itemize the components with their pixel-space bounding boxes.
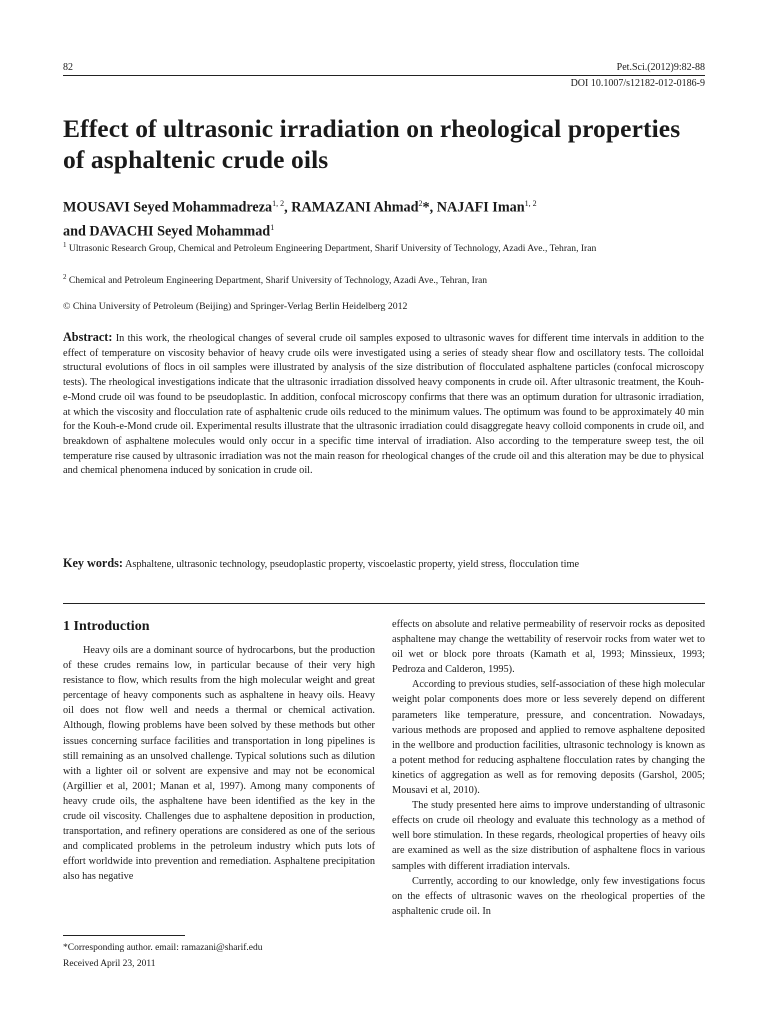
received-date: Received April 23, 2011 <box>63 959 156 969</box>
left-column <box>63 618 375 885</box>
page-number: 82 <box>63 62 73 73</box>
affiliation-text: Ultrasonic Research Group, Chemical and Petroleum Engineering Department, Sharif University of Technology, Azadi Ave., Tehran, Iran <box>68 243 597 255</box>
affiliation-1 <box>63 238 683 257</box>
author-name: MOUSAVI Seyed Mohammadreza <box>63 199 273 216</box>
copyright-notice: © China University of Petroleum (Beijing) and Springer-Verlag Berlin Heidelberg 2012 <box>63 301 408 312</box>
abstract <box>63 330 704 479</box>
author-name: DAVACHI Seyed Mohammad <box>89 223 271 240</box>
corresponding-author-note: *Corresponding author. email: ramazani@sharif.edu <box>63 943 263 953</box>
author-separator: , <box>284 199 292 216</box>
affiliation-text: Chemical and Petroleum Engineering Department, Sharif University of Technology, Azadi Ave., Tehran, Iran <box>68 275 488 287</box>
section-divider <box>63 603 705 604</box>
footnote-rule <box>63 935 185 936</box>
author-affiliation-mark: 1 <box>270 222 275 232</box>
paper-title: Effect of ultrasonic irradiation on rheological properties of asphaltenic crude oils <box>63 114 681 174</box>
author-affiliation-mark: 1, 2 <box>524 199 537 208</box>
header-rule <box>63 75 705 76</box>
keywords-text: Asphaltene, ultrasonic technology, pseudoplastic property, viscoelastic property, yield stress, flocculation time <box>124 559 580 570</box>
paragraph: According to previous studies, self-association of these high molecular weight polar components does more or less severely depend on different parameters like temperature, pressure, and concentration. Nowadays, various methods are proposed and applied to remove asphaltene deposited in the wellbore and production facilities, ultrasonic technology is known as a potent method for reducing asphaltene flocculation rates by changing the kinetics of aggregation as well as for removing deposits (Garshol, 2005; Mousavi et al, 2010). <box>392 679 705 797</box>
keywords <box>63 555 704 573</box>
author-name: RAMAZANI Ahmad <box>291 199 419 216</box>
affiliation-mark: 1 <box>63 241 67 249</box>
abstract-text: In this work, the rheological changes of several crude oil samples exposed to ultrasonic waves for different time intervals in addition to the effect of temperature on viscosity behavior of heavy crude oils were investigated using a series of steady shear flow and oscillatory tests. The colloidal structural evolutions of flocs in oil samples were illustrated by analysis of the size distribution of flocculated asphaltene particles (confocal microscopy tests). The rheological investigations indicate that the ultrasonic irradiation dissolved heavy components in crude oil. After ultrasonic treatment, the Kouh-e-Mond crude oil was found to be pseudoplastic. In addition, confocal microscopy confirms that there was an optimum duration for ultrasonic irradiation, at which the viscosity and flocculation rate of asphaltenic crude oils reduced to the minimum values. The optimum was found to be approximately 40 min for the Kouh-e-Mond crude oil. Experimental results illustrate that the ultrasonic irradiation could disaggregate heavy colloid components in crude oil, and breakdown of asphaltene molecules would only occur in a specific time interval of irradiation. Also according to the temperature sweep test, the oil temperature rise caused by ultrasonic irradiation was not the main reason for rheological changes of the crude oil and this alteration may be due to physical and chemical phenomena induced by sonication in crude oil. <box>63 333 705 477</box>
journal-citation: Pet.Sci.(2012)9:82-88 <box>616 62 705 73</box>
affiliation-2 <box>63 270 683 289</box>
author-affiliation-mark: 2 <box>418 199 423 208</box>
keywords-label: Key words: <box>63 556 123 570</box>
paragraph: Heavy oils are a dominant source of hydrocarbons, but the production of these crudes remains low, in particular because of their very high resistance to flow, which results from the high molecular weight and great percentage of heavy components such as asphaltene in heavy oils. Heavy oil does not flow well and needs a thermal or chemical activation. Although, flowing problems have been solved by these methods but other issues concerning surface facilities and transportation in long pipelines is still remaining as an unsolved challenge. Typical solutions such as dilution with a lighter oil or solvent are expensive and may not be economical (Argillier et al, 2001; Manan et al, 1997). Among many components of heavy crude oils, the asphaltene have been identified as the key in the crude oil viscosity. Challenges due to asphaltene deposition in production, transportation, and refinery operations are considered as one of the serious and complicated problems in the petroleum industry which puts lots of effort worldwide into prevention and remediation. Asphaltene precipitation also has negative <box>63 645 375 883</box>
paragraph: effects on absolute and relative permeability of reservoir rocks as deposited asphaltene may change the wettability of reservoir rocks from water wet to oil wet or block pore throats (Kamath et al, 1993; Minssieux, 1993; Pedroza and Calderon, 1995). <box>392 619 705 676</box>
corresponding-mark: * <box>422 199 430 216</box>
author-affiliation-mark: 1, 2 <box>272 199 285 208</box>
author-list: MOUSAVI Seyed Mohammadreza$^{1, 2}$, RAMAZANI Ahmad$^2$*, NAJAFI Iman$^{1, 2}$ and DAVACHI Seyed Mohammad$^1$ <box>63 199 537 240</box>
author-separator: , <box>429 199 437 216</box>
paragraph: Currently, according to our knowledge, only few investigations focus on the effects of ultrasonic waves on the rheological properties of the asphaltenic crude oil. In <box>392 875 705 917</box>
right-column <box>392 617 705 919</box>
author-name: NAJAFI Iman <box>436 199 525 216</box>
paragraph: The study presented here aims to improve understanding of ultrasonic effects on crude oil rheology and evaluate this technology as a method of well bore stimulation. In these regards, rheological properties of heavy oils are examined as well as the size distribution of asphaltene flocs in various samples with different irradiation intervals. <box>392 800 705 872</box>
doi: DOI 10.1007/s12182-012-0186-9 <box>570 78 705 89</box>
section-heading: 1 Introduction <box>63 619 150 634</box>
affiliation-mark: 2 <box>63 273 67 281</box>
abstract-label: Abstract: <box>63 330 113 344</box>
